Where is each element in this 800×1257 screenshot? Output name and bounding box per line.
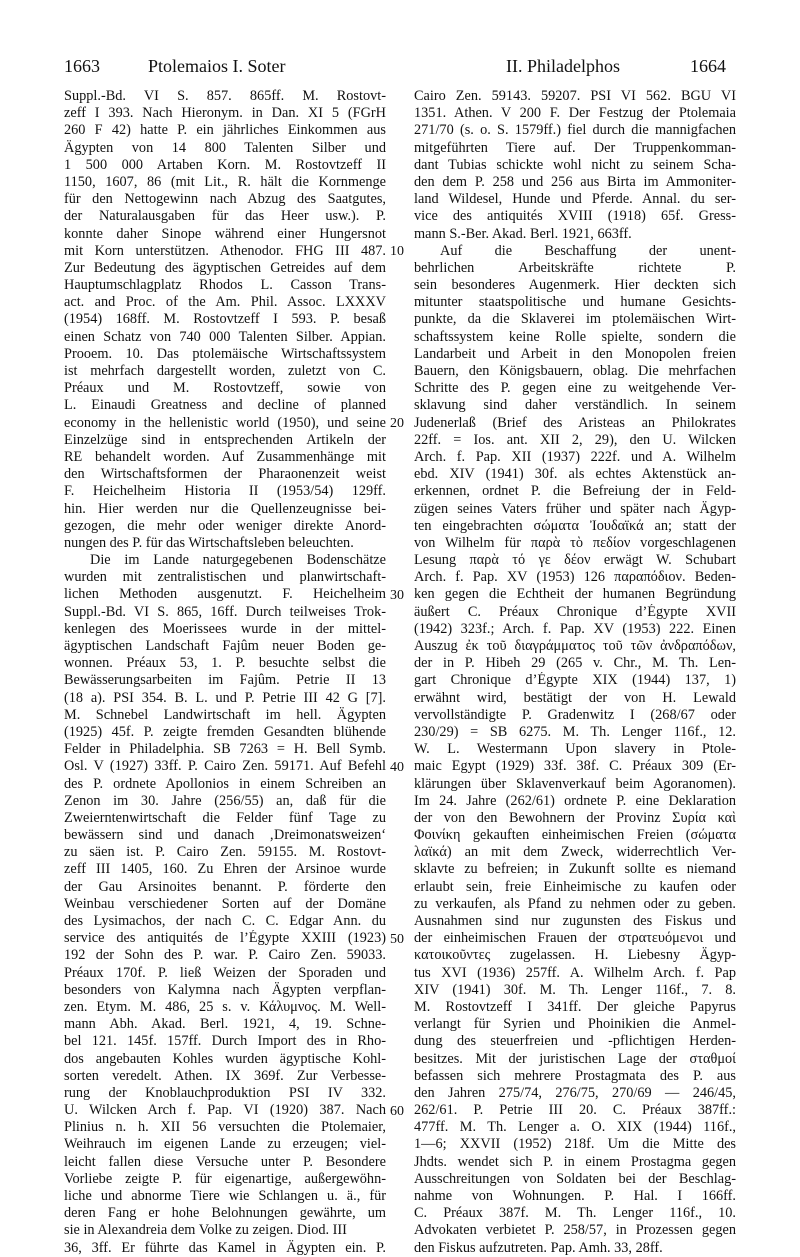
text-line: vice des antiquités XVIII (1918) 65f. Gress-: [414, 208, 736, 225]
text-line: für den Nettogewinn nach Abzug des Saatgutes,: [64, 191, 386, 208]
text-line: Préaux 170f. P. ließ Weizen der Sporaden und: [64, 964, 386, 981]
text-line: lichen Methoden ausgenutzt. F. Heichelheim: [64, 586, 386, 603]
text-line: sklavung sind daher verständlich. In seinem: [414, 397, 736, 414]
text-line: hin. Hier werden nur die Quellenzeugnisse bei-: [64, 500, 386, 517]
text-line: Zur Bedeutung des ägyptischen Getreides auf dem: [64, 259, 386, 276]
text-line: kenlegen des Moerissees wurde in der mittel-: [64, 620, 386, 637]
text-line: (1925) 45f. P. zeigte fremden Gesandten blühende: [64, 723, 386, 740]
text-line: Weihrauch im eigenen Lande zu erzeugen; viel-: [64, 1136, 386, 1153]
right-column: [414, 88, 736, 1257]
text-line: zügen seines Vaters früher und später nach Ägyp-: [414, 500, 736, 517]
text-line: den dem P. 258 und 256 aus Birta im Ammoniter-: [414, 173, 736, 190]
text-line: Suppl.-Bd. VI S. 857. 865ff. M. Rostovt-: [64, 88, 386, 104]
text-line: κατοικοῦντες zugelassen. H. Liebesny Ägyp-: [414, 947, 736, 964]
text-line: erlaubt sein, freie Einheimische zu kaufen oder: [414, 878, 736, 895]
text-line: bewässern sind und danach ‚Dreimonatsweizen‘: [64, 827, 386, 844]
text-line: behrlichen Arbeitskräfte richtete P.: [414, 259, 736, 276]
text-line: Hauptumschlagplatz Rhodos L. Casson Trans-: [64, 277, 386, 294]
text-line: Felder in Philadelphia. SB 7263 = H. Bell Symb.: [64, 741, 386, 758]
line-number: 60: [390, 1103, 404, 1119]
line-number: 40: [390, 759, 404, 775]
text-line: 36, 3ff. Er führte das Kamel in Ägypten ein. P.: [64, 1239, 386, 1256]
text-line: zeff I 393. Nach Hieronym. in Dan. XI 5 (FGrH: [64, 105, 386, 122]
text-line: RE behandelt worden. Auf Zusammenhänge mit: [64, 448, 386, 465]
text-line: der Naturalausgaben für das Heer usw.). P.: [64, 208, 386, 225]
text-line: 262/61. P. Petrie III 20. C. Préaux 387ff.:: [414, 1102, 736, 1119]
text-line: Zenon im 30. Jahre (256/55) an, daß für die: [64, 792, 386, 809]
text-line: zu verkaufen, als Pfand zu nehmen oder zu geben.: [414, 895, 736, 912]
text-line: Im 24. Jahre (262/61) ordnete P. eine Deklaration: [414, 792, 736, 809]
text-line: besitzes. Mit der juristischen Lage der σταθμοί: [414, 1050, 736, 1067]
text-line: XIV (1941) 30f. M. Th. Lenger 116f., 7. 8.: [414, 981, 736, 998]
text-line: nahme von Wohnungen. P. Hal. I 166ff.: [414, 1188, 736, 1204]
text-line: dant Tubias schickte wohl nicht zu seinem Scha-: [414, 156, 736, 173]
text-line: mann S.-Ber. Akad. Berl. 1921, 663ff.: [414, 225, 632, 242]
text-line: punkte, da die Sklaverei im ptolemäischen Wirt-: [414, 311, 736, 328]
text-line: Ägypten von 14 800 Talenten Silber und: [64, 139, 386, 156]
text-line: Einzelzüge sind in entsprechenden Artikeln der: [64, 431, 386, 448]
text-line: von Wilhelm für παρὰ τὸ πεδίον vorgeschlagenen: [414, 534, 736, 551]
text-line: mitgeführten Tiere auf. Der Truppenkomman-: [414, 139, 736, 156]
text-line: Bewässerungsarbeiten im Fajûm. Petrie II 13: [64, 672, 386, 689]
text-line: befassen sich mehrere Prostagmata des P. aus: [414, 1067, 736, 1084]
text-line: Bauern, den Königsbauern, oblag. Die mehrfachen: [414, 363, 736, 379]
text-line: der einheimischen Frauen der στρατευόμενοι und: [414, 930, 736, 947]
text-line: Weinbau verschiedener Sorten auf der Domäne: [64, 895, 386, 912]
text-line: Ausschreitungen von Soldaten bei der Beschlag-: [414, 1170, 736, 1187]
text-line: der von den Bewohnern der Provinz Συρία καὶ: [414, 809, 736, 826]
text-line: Advokaten verbietet P. 258/57, in Prozessen gegen: [414, 1222, 736, 1239]
text-line: vervollständigte P. Gradenwitz I (268/67 oder: [414, 706, 736, 723]
text-line: zu säen ist. P. Cairo Zen. 59155. M. Rostovt-: [64, 844, 386, 861]
text-line: Zweierntenwirtschaft die Felder fünf Tage zu: [64, 809, 386, 826]
text-line: ist mehrfach dargestellt worden, zuletzt von C.: [64, 363, 386, 379]
text-line: konnte daher Sinope während einer Hungersnot: [64, 225, 386, 242]
text-line: deren Fang er hohe Belohnungen gewährte, um: [64, 1205, 386, 1222]
text-line: 271/70 (s. o. S. 1579ff.) fiel durch die mannigfachen: [414, 122, 736, 139]
text-line: liche und abnorme Tiere wie Schlangen u. ä., für: [64, 1188, 386, 1204]
text-line: leicht fallen diese Versuche unter P. Besondere: [64, 1153, 386, 1170]
text-line: 22ff. = Ios. ant. XII 2, 29), den U. Wilcken: [414, 431, 736, 448]
text-line: mitunter staatspolitische und humane Gesichts-: [414, 294, 736, 311]
line-number: 10: [390, 243, 404, 259]
line-number: 30: [390, 587, 404, 603]
text-line: zeff III 1405, 160. Zu Ehren der Arsinoe wurde: [64, 861, 386, 878]
text-line: sie in Alexandreia dem Volke zu zeigen. Diod. III: [64, 1222, 347, 1239]
left-page-number: 1663: [64, 56, 100, 76]
text-line: ebd. XIV (1941) 30f. als echtes Aktenstück an-: [414, 466, 736, 483]
text-line: ken gegen die Echtheit der humanen Begründung: [414, 586, 736, 603]
text-line: zen. Etym. M. 486, 25 s. v. Κάλυμνος. M. Well-: [64, 998, 386, 1015]
text-line: wonnen. Préaux 53, 1. P. besuchte selbst die: [64, 655, 386, 672]
text-line: mann Abh. Akad. Berl. 1921, 4, 19. Schne-: [64, 1016, 386, 1033]
text-line: verlangt für Syrien und Phoinikien die Anmel-: [414, 1016, 736, 1033]
text-line: gezogen, die mehr oder weniger direkte Anord-: [64, 517, 386, 534]
text-line: 1150, 1607, 86 (mit Lit., R. hält die Kornmenge: [64, 173, 386, 190]
text-line: Suppl.-Bd. VI S. 865, 16ff. Durch teilweises Trok-: [64, 603, 386, 620]
text-line: Jhdts. wendet sich P. in einem Prostagma gegen: [414, 1153, 736, 1170]
text-line: Auf die Beschaffung der unent-: [440, 242, 736, 259]
text-line: einen Schatz von 740 000 Talenten Silber. Appian.: [64, 328, 386, 345]
text-line: gart Chronique d’Égypte XIX (1944) 137, 1): [414, 672, 736, 689]
text-line: Schritte des P. gegen eine zu weitgehende Ver-: [414, 380, 736, 397]
text-line: 477ff. M. Th. Lenger a. O. XIX (1944) 116f.,: [414, 1119, 736, 1136]
text-line: 192 der Sohn des P. war. P. Cairo Zen. 59033.: [64, 947, 386, 964]
text-line: Prooem. 10. Das ptolemäische Wirtschaftssystem: [64, 345, 386, 362]
text-line: den Fiskus aufzutreten. Pap. Amh. 33, 28ff.: [414, 1239, 663, 1256]
line-number: 20: [390, 415, 404, 431]
left-column: [64, 88, 386, 1257]
text-line: Plinius n. h. XII 56 versuchten die Ptolemaier,: [64, 1119, 386, 1136]
text-line: Φοινίκη gekauften einheimischen Freien (σώματα: [414, 827, 736, 844]
text-line: tus XVI (1936) 257ff. A. Wilhelm Arch. f. Pap: [414, 964, 736, 981]
text-line: der Gau Arsinoites benannt. P. förderte den: [64, 878, 386, 895]
text-line: ägyptischen Landschaft Fajûm neuer Boden ge-: [64, 638, 386, 654]
text-line: Lesung παρὰ τό γε δέον erwägt W. Schubart: [414, 552, 736, 569]
text-line: Cairo Zen. 59143. 59207. PSI VI 562. BGU VI: [414, 88, 736, 104]
text-line: (1942) 323f.; Arch. f. Pap. XV (1953) 222. Einen: [414, 620, 736, 637]
text-line: schaftssystem keine Rolle spielte, sondern die: [414, 328, 736, 345]
text-line: Auszug ἐκ τοῦ διαγράμματος τοῦ τῶν ἀνδραπόδων,: [414, 638, 736, 654]
text-line: erkennen, ordnet P. die Befreiung der in Feld-: [414, 483, 736, 500]
text-line: maic Egypt (1929) 33f. 38f. C. Préaux 309 (Er-: [414, 758, 736, 775]
right-running-title: II. Philadelphos: [506, 56, 620, 76]
text-line: Judenerlaß (Brief des Aristeas an Philokrates: [414, 414, 736, 431]
text-line: M. Schnebel Landwirtschaft im hell. Ägypten: [64, 706, 386, 723]
text-line: Landarbeit und Arbeit in den Monopolen freien: [414, 345, 736, 362]
text-line: 1—6; XXVII (1952) 218f. Um die Mitte des: [414, 1136, 736, 1153]
text-line: Vorliebe zeigte P. für eigenartige, außergewöhn-: [64, 1170, 386, 1187]
text-line: F. Heichelheim Historia II (1953/54) 129ff.: [64, 483, 386, 500]
text-line: 1351. Athen. V 200 F. Der Festzug der Ptolemaia: [414, 105, 736, 122]
text-line: W. L. Westermann Upon slavery in Ptole-: [414, 741, 736, 758]
text-line: der in P. Hibeh 29 (265 v. Chr., M. Th. Len-: [414, 655, 736, 672]
line-number: 50: [390, 931, 404, 947]
text-line: Osl. V (1927) 33ff. P. Cairo Zen. 59171. Auf Befehl: [64, 758, 386, 775]
text-line: service des antiquités de l’Égypte XXIII (1923): [64, 930, 386, 947]
text-line: mit Korn unterstützen. Athenodor. FHG III 487.: [64, 242, 386, 259]
text-line: economy in the hellenistic world (1950), und seine: [64, 414, 386, 431]
text-line: sein besonderes Augenmerk. Hier deckten sich: [414, 277, 736, 294]
text-line: Ausnahmen sind nur zugunsten des Fiskus und: [414, 913, 736, 929]
text-line: sorten veredelt. Athen. IX 369f. Zur Verbesse-: [64, 1067, 386, 1084]
text-line: rung der Knoblauchproduktion PSI IV 332.: [64, 1084, 386, 1101]
text-line: land Wildesel, Hunde und Pferde. Annal. du ser-: [414, 191, 736, 208]
text-line: M. Rostovtzeff I 341ff. Der gleiche Papyrus: [414, 998, 736, 1015]
text-line: des Lysimachos, der nach C. C. Edgar Ann. du: [64, 913, 386, 929]
text-line: nungen des P. für das Wirtschaftsleben beleuchten.: [64, 534, 354, 551]
text-line: (1954) 168ff. M. Rostovtzeff I 593. P. besaß: [64, 311, 386, 328]
right-page-number: 1664: [690, 56, 726, 76]
text-line: (18 a). PSI 354. B. L. und P. Petrie III 42 G [7].: [64, 689, 386, 706]
text-line: λαϊκά) an mit dem Zweck, widerrechtlich Ver-: [414, 844, 736, 861]
text-line: äußert C. Préaux Chronique d’Égypte XVII: [414, 603, 736, 620]
text-line: Arch. f. Pap. XV (1953) 126 παραπόδιον. Beden-: [414, 569, 736, 586]
text-line: Die im Lande naturgegebenen Bodenschätze: [90, 552, 386, 569]
text-line: wurden mit zentralistischen und planwirtschaft-: [64, 569, 386, 586]
text-line: des P. ordnete Apollonios in einem Schreiben an: [64, 775, 386, 792]
left-running-title: Ptolemaios I. Soter: [148, 56, 286, 76]
text-line: 1 500 000 Artaben Korn. M. Rostovtzeff II: [64, 156, 386, 173]
text-line: 260 F 42) hatte P. ein jährliches Einkommen aus: [64, 122, 386, 139]
text-line: ten eingebrachten σώματα Ἰουδαϊκά an; statt der: [414, 517, 736, 534]
text-line: L. Einaudi Greatness and decline of planned: [64, 397, 386, 414]
text-line: den Wirtschaftsformen der Pharaonenzeit weist: [64, 466, 386, 483]
text-line: 230/29) = SB 6275. M. Th. Lenger 116f., 12.: [414, 723, 736, 740]
text-line: besonders von Kalymna nach Ägypten verpflan-: [64, 981, 386, 998]
text-line: erwähnt wird, bestätigt der von H. Lewald: [414, 689, 736, 706]
text-line: klärungen über Sklavenverkauf beim Agoranomen).: [414, 775, 736, 792]
text-line: C. Préaux 387f. M. Th. Lenger 116f., 10.: [414, 1205, 736, 1222]
text-line: Préaux und M. Rostovtzeff, sowie von: [64, 380, 386, 397]
text-line: dung des steuerfreien und -pflichtigen Herden-: [414, 1033, 736, 1050]
text-line: dos angebauten Kohles wurden ägyptische Kohl-: [64, 1050, 386, 1067]
text-line: Arch. f. Pap. XII (1937) 222f. und A. Wilhelm: [414, 448, 736, 465]
text-line: act. and Proc. of the Am. Phil. Assoc. LXXXV: [64, 294, 386, 311]
text-line: bel 121. 145f. 157ff. Durch Import des in Rho-: [64, 1033, 386, 1050]
text-line: U. Wilcken Arch f. Pap. VI (1920) 387. Nach: [64, 1102, 386, 1119]
text-line: sklavte zu befreien; in Zukunft sollte es niemand: [414, 861, 736, 878]
text-line: den Jahren 275/74, 276/75, 270/69 — 246/45,: [414, 1084, 736, 1101]
